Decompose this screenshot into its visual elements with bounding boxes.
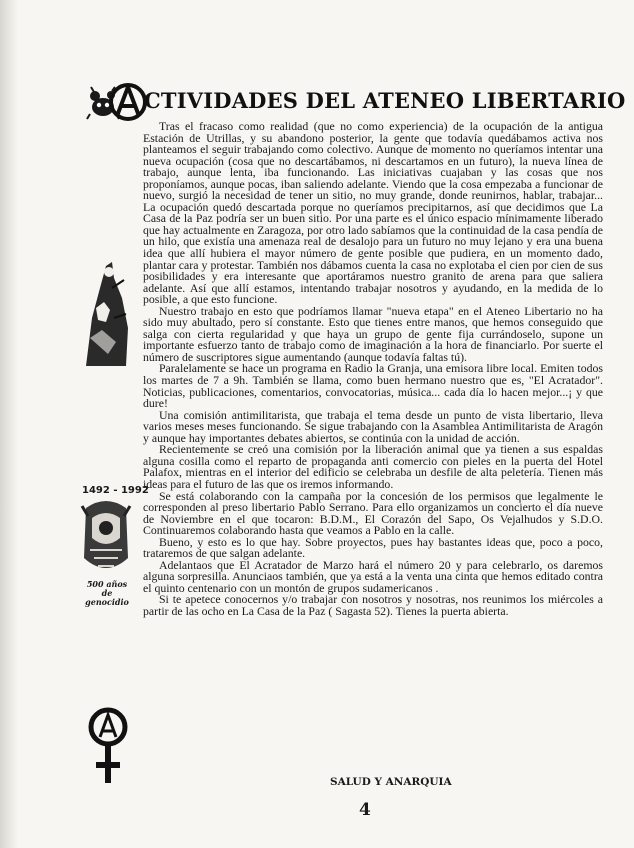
badge-caption: 500 años de genocidio [85,579,129,607]
paragraph: Se está colaborando con la campaña por la concesión de los permisos que legalmente le corresponden al preso libertario Pablo Serrano. Para ello organizamos un concierto el día nueve de Noviembre en el que tocaron: B.D.M., El Corazón del Sapo, Os Vejalhudos y S.D.O. Continuaremos colaborando hasta que veamos a Pablo en la calle. [143,488,603,538]
paragraph: Bueno, y esto es lo que hay. Sobre proyectos, pues hay bastantes ideas que, poco a poco, trataremos de que salgan adelante. [143,534,603,561]
article-title: CTIVIDADES DEL ATENEO LIBERTARIO [144,88,626,113]
page-number: 4 [359,800,371,820]
closing-slogan: SALUD Y ANARQUIA [330,776,452,788]
anti-quincentenary-badge [80,498,132,584]
badge-years: 1492 - 1992 [82,485,149,496]
paragraph: Una comisión antimilitarista, que trabaja el tema desde un punto de vista libertario, lleva varios meses meses funcionando. Se sigue trabajando con la Asamblea Antimilitarista de Aragón y aunque hay importantes debates abiertos, se continúa con la unidad de acción. [143,407,603,445]
page-edge-shadow [0,0,18,848]
climbing-figure-illustration [82,258,132,368]
paragraph: Paralelamente se hace un programa en Radio la Granja, una emisora libre local. Emiten todos los martes de 7 a 9h. También se llama, como buen hermano nuestro que es, "El Acratador". Noticias, publicaciones, comentarios, convocatorias, música... cada día lo hacen mejor...¡ y que dure! [143,361,603,411]
paragraph: Nuestro trabajo en esto que podríamos llamar "nueva etapa" en el Ateneo Libertario no ha sido muy abultado, pero sí constante. Esto que tienes entre manos, que hemos conseguido que salga con cierta regularidad y que haya un grupo de gente fija currándoselo, supone un importante esfuerzo tanto de trabajo como de imaginación a la hora de financiarlo. Por suerte el número de suscriptores sigue aumentando (aunque todavía faltas tú). [143,303,603,364]
paragraph: Adelantaos que El Acratador de Marzo hará el número 20 y para celebrarlo, os daremos alguna sorpresilla. Anunciaos también, que ya está a la venta una cinta que hemos editado contra el quinto centenario con un montón de grupos sudamericanos . [143,557,603,595]
paragraph: Tras el fracaso como realidad (que no como experiencia) de la ocupación de la antigua Estación de Utrillas, y su abandono posterior, la gente que todavía quedábamos activa nos planteamos el seguir trabajando como colectivo. Aunque de momento no queríamos intentar una nueva ocupación (cosa que no descartábamos, ni descartamos en un futuro), la nueva línea de trabajo, aunque lenta, iba funcionando. Las iniciativas cuajaban y las cosas que nos proponíamos, aunque pocas, iban saliendo adelante. Viendo que la cosa empezaba a funcionar de nuevo, surgió la necesidad de tener un sitio, no muy grande, donde reunirnos, hablar, trabajar... La ocupación quedó descartada porque no queríamos precipitarnos, así que decidimos que La Casa de la Paz podría ser un buen sitio. Por una parte es el único espacio mínimamente liberado que hay actualmente en Zaragoza, por otro lado sabíamos que la continuidad de la casa pendía de un hilo, que existía una amenaza real de desalojo para un futuro no muy lejano y era una buena idea que allí hubiera el mayor número de gente posible que pudiera, en un momento dado, plantar cara y protestar. También nos dábamos cuenta la casa no explotaba el cien por cien de sus posibilidades y era interesante que aportáramos nuestro granito de arena para que saliera adelante. Así que allí estamos, intentando trabajar nosotros y ayudando, en la medida de lo posible, a que esto funcione. [143,119,603,307]
paragraph: Si te apetece conocernos y/o trabajar con nosotros y nosotras, nos reunimos los miércoles a partir de las ocho en La Casa de la Paz ( Sagasta 52). Tienes la puerta abierta. [143,592,603,618]
article-body [143,121,603,618]
article-header [86,82,626,122]
circle-a-anarchy-icon [108,82,148,122]
paragraph: Recientemente se creó una comisión por la liberación animal que ya tienen a sus espaldas alguna cosilla como el reparto de propaganda anti comercio con pieles en la puerta del Hotel Palafox, mientras en el interior del edificio se celebraba un desfile de alta peletería. Tienen más ideas para el futuro de las que os iremos informando. [143,442,603,491]
female-anarchy-symbol-icon [86,705,130,787]
